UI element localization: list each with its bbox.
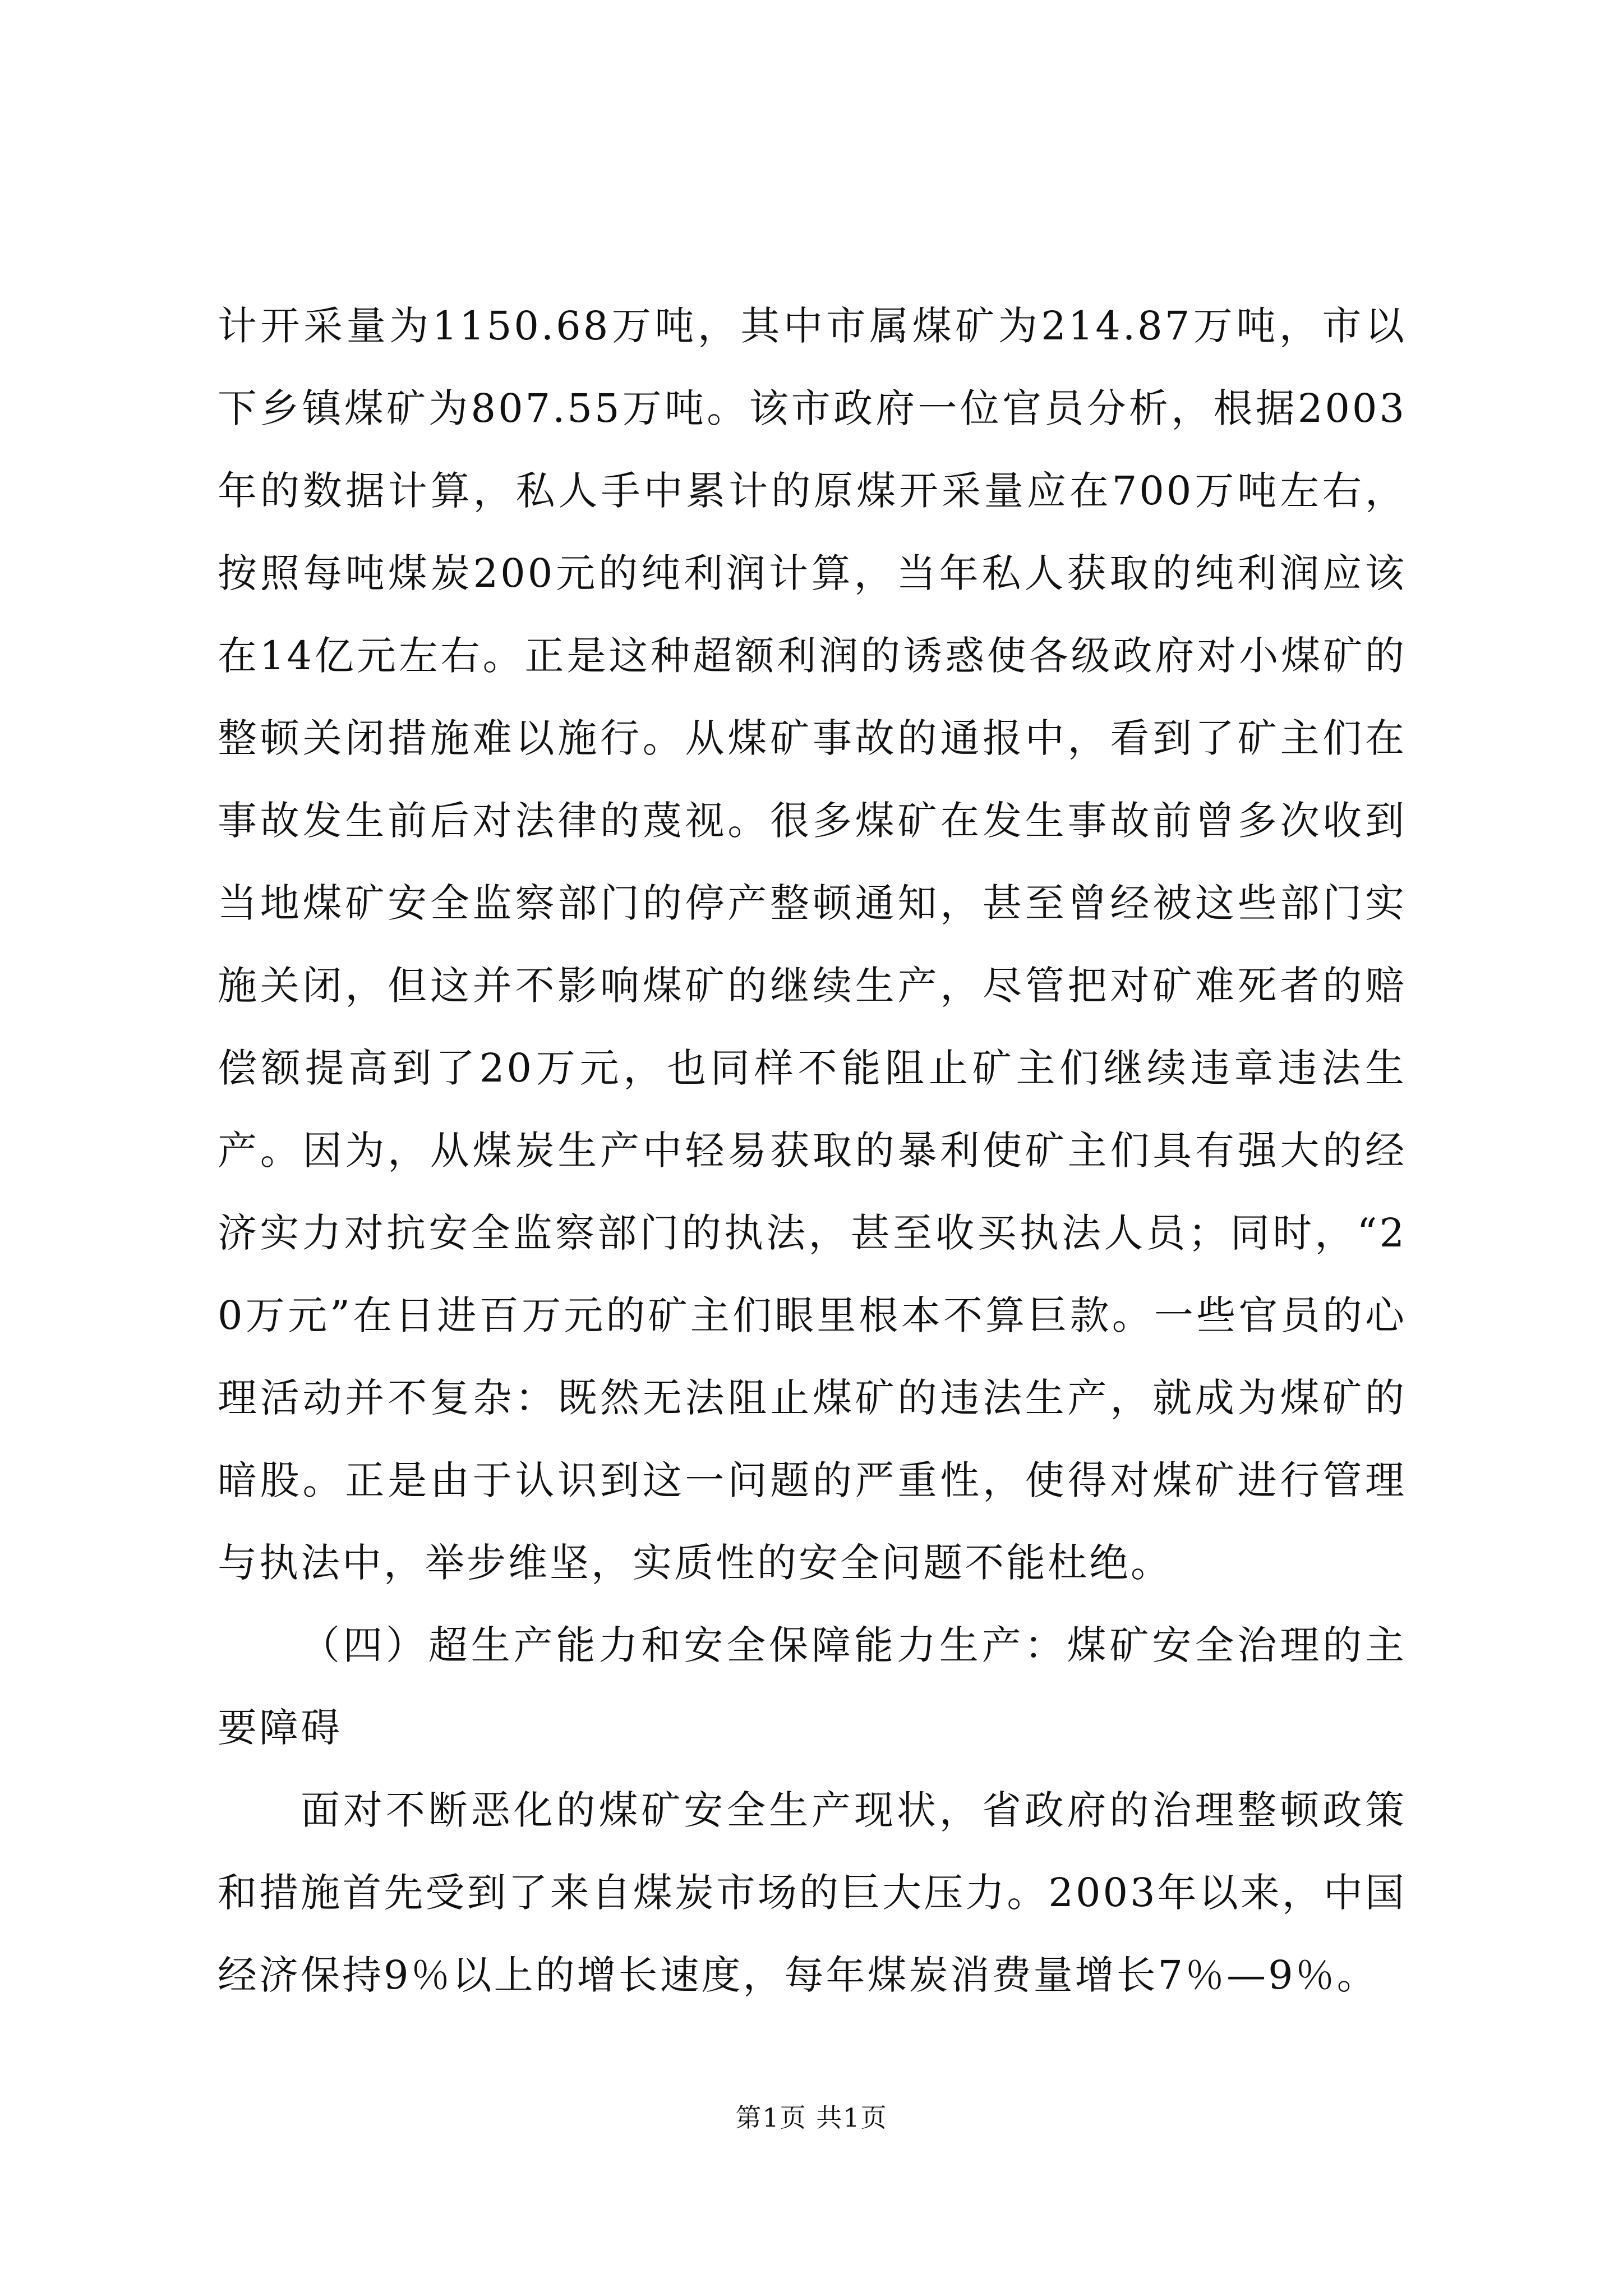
page-footer: 第1页 共1页: [735, 2102, 888, 2133]
body-text: [218, 285, 1407, 2017]
paragraph-mining-profits: 计开采量为1150.68万吨，其中市属煤矿为214.87万吨，市以下乡镇煤矿为807.55万吨。该市政府一位官员分析，根据2003年的数据计算，私人手中累计的原煤开采量应在700万吨左右，按照每吨煤炭200元的纯利润计算，当年私人获取的纯利润应该在14亿元左右。正是这种超额利润的诱惑使各级政府对小煤矿的整顿关闭措施难以施行。从煤矿事故的通报中，看到了矿主们在事故发生前后对法律的蔑视。很多煤矿在发生事故前曾多次收到当地煤矿安全监察部门的停产整顿通知，甚至曾经被这些部门实施关闭，但这并不影响煤矿的继续生产，尽管把对矿难死者的赔偿额提高到了20万元，也同样不能阻止矿主们继续违章违法生产。因为，从煤炭生产中轻易获取的暴利使矿主们具有强大的经济实力对抗安全监察部门的执法，甚至收买执法人员；同时，“20万元”在日进百万元的矿主们眼里根本不算巨款。一些官员的心理活动并不复杂：既然无法阻止煤矿的违法生产，就成为煤矿的暗股。正是由于认识到这一问题的严重性，使得对煤矿进行管理与执法中，举步维坚，实质性的安全问题不能杜绝。: [218, 303, 1407, 1586]
section-heading-four: （四）超生产能力和安全保障能力生产：煤矿安全治理的主要障碍: [218, 1622, 1407, 1751]
paragraph-market-pressure: 面对不断恶化的煤矿安全生产现状，省政府的治理整顿政策和措施首先受到了来自煤炭市场的巨大压力。2003年以来，中国经济保持9％以上的增长速度，每年煤炭消费量增长7％—9％。: [218, 1787, 1407, 1998]
